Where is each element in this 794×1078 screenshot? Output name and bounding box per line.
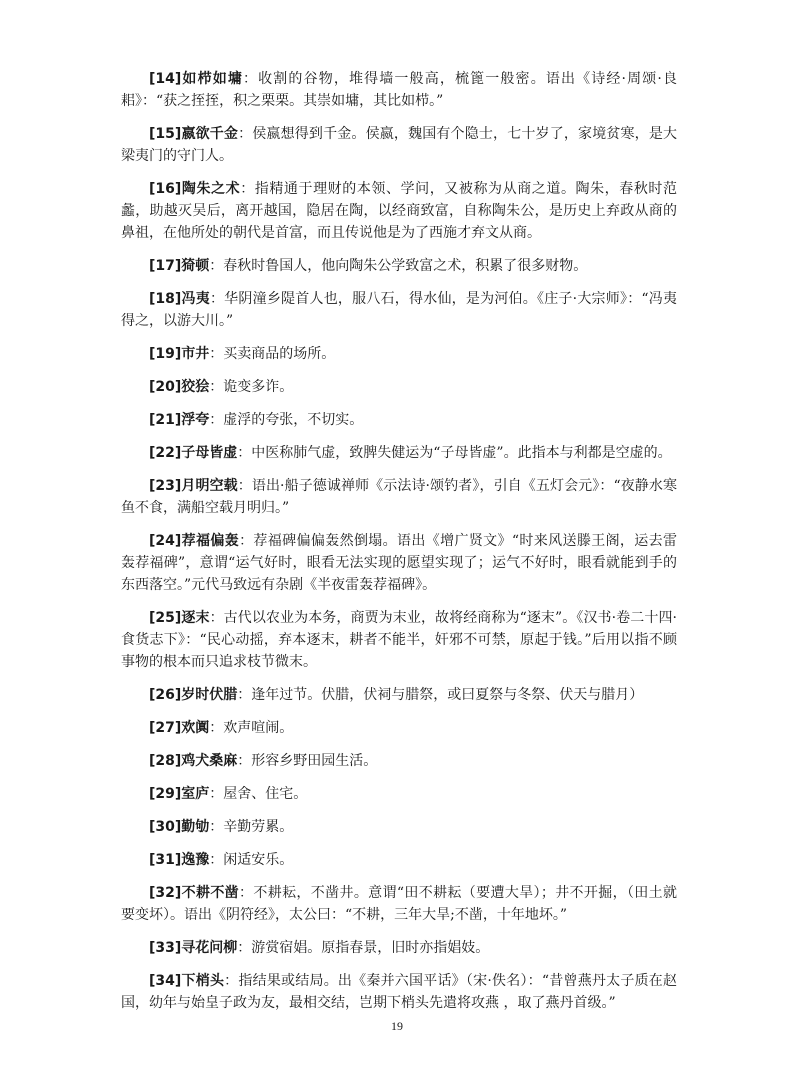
annotation-term: 冯夷: [181, 291, 210, 307]
annotation-item: [121, 684, 677, 706]
annotation-term: 猗顿: [181, 258, 210, 274]
annotation-item: [121, 530, 677, 596]
annotation-number: [21]: [149, 412, 182, 428]
annotation-term: 寻花问柳: [181, 940, 238, 956]
annotation-number: [29]: [149, 786, 182, 802]
annotation-text: ：形容乡野田园生活。: [237, 753, 378, 769]
annotation-number: [28]: [149, 753, 182, 769]
annotation-number: [18]: [149, 291, 182, 307]
annotation-item: [121, 816, 677, 838]
annotation-number: [31]: [149, 852, 182, 868]
annotation-number: [26]: [149, 687, 182, 703]
annotation-item: [121, 937, 677, 959]
annotation-text: ：春秋时鲁国人，他向陶朱公学致富之术，积累了很多财物。: [209, 258, 588, 274]
annotation-number: [33]: [149, 940, 182, 956]
annotation-item: [121, 750, 677, 772]
annotation-number: [30]: [149, 819, 182, 835]
annotation-text: ：虚浮的夸张，不切实。: [209, 412, 364, 428]
annotation-number: [32]: [149, 885, 182, 901]
annotation-number: [25]: [149, 610, 182, 626]
annotation-item: [121, 849, 677, 871]
annotation-term: 浮夸: [181, 412, 210, 428]
annotation-text: ：买卖商品的场所。: [209, 346, 336, 362]
page-number: 19: [391, 1019, 403, 1033]
annotation-term: 月明空载: [181, 478, 238, 494]
annotation-text: ：辛勤劳累。: [209, 819, 294, 835]
annotation-text: ：语出·船子德诚禅师《示法诗·颂钓者》，引自《五灯会元》：“夜静水寒鱼不食，满船空载月明归。”: [121, 478, 677, 516]
annotation-number: [14]: [149, 71, 182, 87]
annotation-number: [24]: [149, 533, 182, 549]
annotation-text: ：中医称肺气虚，致脾失健运为“子母皆虚”。此指本与利都是空虚的。: [237, 445, 672, 461]
annotation-term: 室庐: [181, 786, 210, 802]
annotation-term: 不耕不凿: [181, 885, 240, 901]
annotation-text: ：荐福碑偏偏轰然倒塌。语出《增广贤文》“时来风送滕王阁，运去雷轰荐福碑”，意谓“运气好时，眼看无法实现的愿望实现了；运气不好时，眼看就能到手的东西落空。”元代马致远有杂剧《半夜雷轰荐福碑》。: [121, 533, 678, 593]
annotation-number: [17]: [149, 258, 182, 274]
annotation-number: [16]: [149, 181, 182, 197]
annotation-number: [23]: [149, 478, 182, 494]
annotation-term: 狡狯: [181, 379, 210, 395]
annotation-item: [121, 376, 677, 398]
annotation-term: 陶朱之术: [181, 181, 241, 197]
annotation-item: [121, 783, 677, 805]
annotation-item: [121, 475, 677, 519]
annotation-text: ：指结果或结局。出《秦并六国平话》（宋·佚名）：“昔曾燕丹太子质在赵国，幼年与始皇子政为友，最相交结，岂期下梢头先遣将攻燕 ，取了燕丹首级。”: [121, 973, 678, 1011]
annotation-number: [34]: [149, 973, 182, 989]
annotation-item: [121, 717, 677, 739]
annotation-item: [121, 970, 677, 1014]
annotation-term: 下梢头: [181, 973, 225, 989]
annotation-text: ：闲适安乐。: [209, 852, 294, 868]
annotation-term: 勤劬: [181, 819, 210, 835]
annotation-item: [121, 288, 677, 332]
annotation-term: 荐福偏轰: [181, 533, 240, 549]
annotation-number: [20]: [149, 379, 182, 395]
annotation-text: ：逢年过节。伏腊，伏祠与腊祭，或曰夏祭与冬祭、伏天与腊月）: [237, 687, 644, 703]
annotation-text: ：游赏宿娼。原指春景，旧时亦指娼妓。: [237, 940, 490, 956]
annotation-term: 嬴欲千金: [181, 126, 239, 142]
annotation-text: ：侯嬴想得到千金。侯嬴，魏国有个隐士，七十岁了，家境贫寒，是大梁夷门的守门人。: [121, 126, 678, 164]
annotation-term: 逸豫: [181, 852, 210, 868]
annotation-item: [121, 68, 677, 112]
annotation-text: ：古代以农业为本务，商贾为末业，故将经商称为“逐末”。《汉书·卷二十四·食货志下》：“民心动摇，弃本逐末，耕者不能半，奸邪不可禁，原起于钱。”后用以指不顾事物的根本而只追求枝节微末。: [121, 610, 677, 670]
annotation-term: 逐末: [181, 610, 210, 626]
annotation-text: ：屋舍、住宅。: [209, 786, 308, 802]
annotation-term: 如栉如墉: [181, 71, 243, 87]
annotation-list: [121, 68, 677, 1025]
annotation-number: [27]: [149, 720, 182, 736]
annotation-item: [121, 882, 677, 926]
annotation-term: 鸡犬桑麻: [181, 753, 238, 769]
annotation-item: [121, 123, 677, 167]
annotation-text: ：指精通于理财的本领、学问，又被称为从商之道。陶朱，春秋时范蠡，助越灭吴后，离开越国，隐居在陶，以经商致富，自称陶朱公，是历史上弃政从商的鼻祖，在他所处的朝代是首富，而且传说他是为了西施才弃文从商。: [121, 181, 678, 241]
annotation-term: 子母皆虚: [181, 445, 238, 461]
annotation-item: [121, 409, 677, 431]
annotation-number: [19]: [149, 346, 182, 362]
annotation-term: 岁时伏腊: [181, 687, 238, 703]
annotation-item: [121, 178, 677, 244]
annotation-text: ：诡变多诈。: [209, 379, 294, 395]
annotation-item: [121, 607, 677, 673]
annotation-text: ：收割的谷物，堆得墙一般高，梳篦一般密。语出《诗经·周颂·良耜》：“获之挃挃，积之栗栗。其崇如墉，其比如栉。”: [121, 71, 678, 109]
annotation-number: [22]: [149, 445, 182, 461]
annotation-text: ：欢声喧闹。: [209, 720, 294, 736]
annotation-item: [121, 442, 677, 464]
annotation-text: ：华阴潼乡隄首人也，服八石，得水仙，是为河伯。《庄子·大宗师》：“冯夷得之，以游大川。”: [121, 291, 678, 329]
annotation-item: [121, 255, 677, 277]
annotation-item: [121, 343, 677, 365]
annotation-term: 欢阗: [181, 720, 210, 736]
annotation-number: [15]: [149, 126, 182, 142]
annotation-text: ：不耕耘，不凿井。意谓“田不耕耘（要遭大旱）；井不开掘，（田土就要变坏）。语出《阴符经》，太公曰：“不耕，三年大旱;不凿，十年地坏。”: [121, 885, 678, 923]
annotation-term: 市井: [181, 346, 210, 362]
